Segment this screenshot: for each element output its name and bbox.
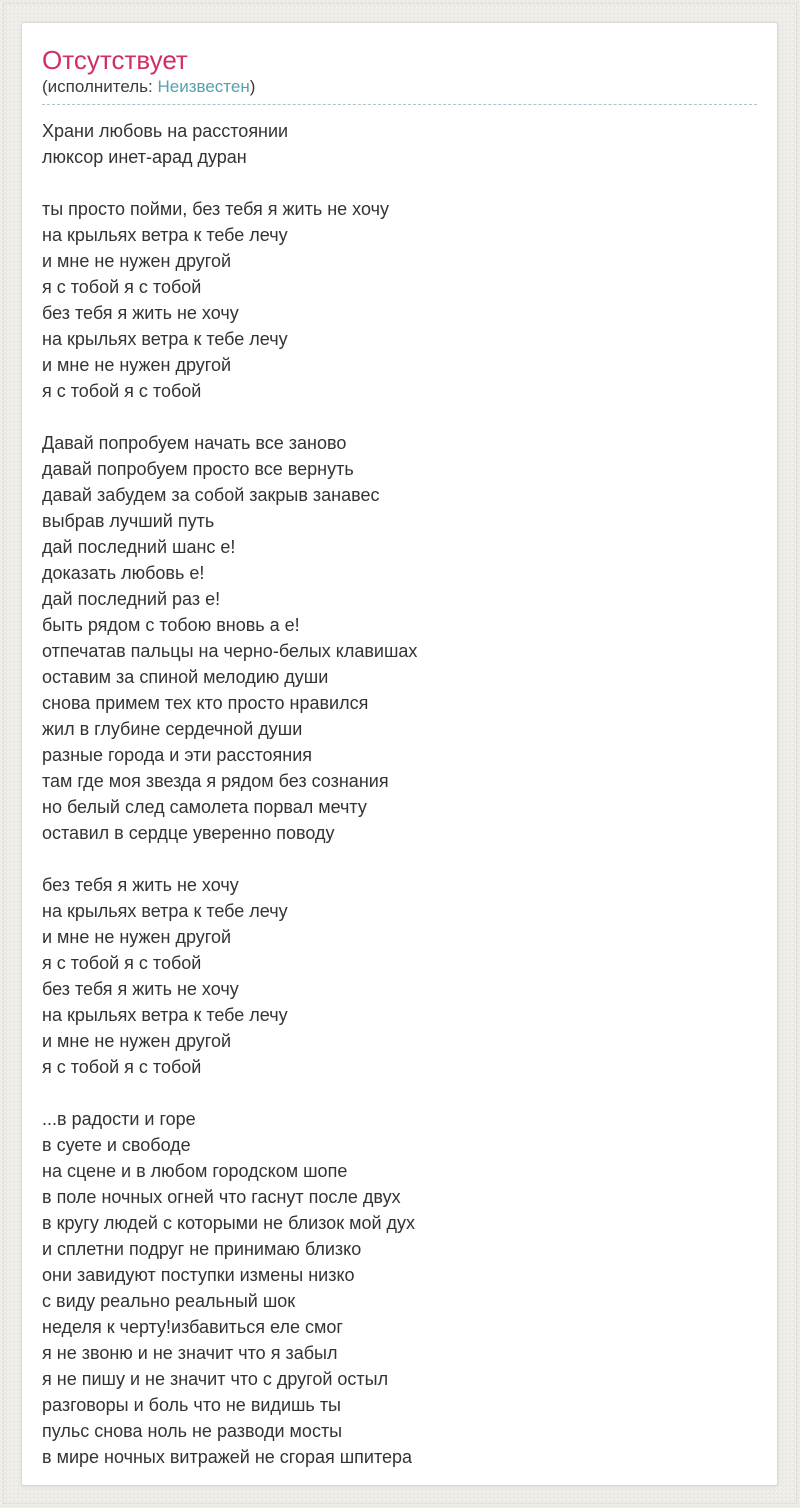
lyric-line: выбрав лучший путь — [42, 511, 215, 531]
lyric-line: Храни любовь на расстоянии — [42, 121, 289, 141]
lyric-line: я не звоню и не значит что я забыл — [42, 1343, 338, 1363]
lyric-line: и мне не нужен другой — [42, 251, 232, 271]
lyric-line: дай последний раз е! — [42, 589, 221, 609]
lyric-line: я не пишу и не значит что с другой остыл — [42, 1369, 389, 1389]
lyric-line: на крыльях ветра к тебе лечу — [42, 901, 288, 921]
lyric-line: давай забудем за собой закрыв занавес — [42, 485, 380, 505]
lyrics-text — [42, 118, 757, 1470]
lyric-line: на крыльях ветра к тебе лечу — [42, 329, 288, 349]
lyric-line: разные города и эти расстояния — [42, 745, 312, 765]
lyric-line: ...в радости и горе — [42, 1109, 196, 1129]
lyric-line: разговоры и боль что не видишь ты — [42, 1395, 341, 1415]
lyric-line: в поле ночных огней что гаснут после двух — [42, 1187, 401, 1207]
lyric-line: давай попробуем просто все вернуть — [42, 459, 354, 479]
lyric-line: я с тобой я с тобой — [42, 277, 202, 297]
lyric-line: без тебя я жить не хочу — [42, 303, 239, 323]
lyrics-stanza — [42, 118, 757, 170]
lyric-line: в суете и свободе — [42, 1135, 191, 1155]
lyric-line: жил в глубине сердечной души — [42, 719, 303, 739]
lyric-line: с виду реально реальный шок — [42, 1291, 296, 1311]
song-header — [42, 46, 757, 105]
artist-link[interactable]: Неизвестен — [157, 77, 250, 96]
lyric-line: я с тобой я с тобой — [42, 953, 202, 973]
lyric-line: оставим за спиной мелодию души — [42, 667, 329, 687]
lyric-line: на крыльях ветра к тебе лечу — [42, 225, 288, 245]
lyric-line: там где моя звезда я рядом без сознания — [42, 771, 389, 791]
lyrics-card — [21, 22, 778, 1486]
lyric-line: но белый след самолета порвал мечту — [42, 797, 367, 817]
lyric-line: без тебя я жить не хочу — [42, 875, 239, 895]
lyrics-stanza — [42, 430, 757, 846]
lyric-line: и сплетни подруг не принимаю близко — [42, 1239, 362, 1259]
lyric-line: без тебя я жить не хочу — [42, 979, 239, 999]
lyric-line: и мне не нужен другой — [42, 1031, 232, 1051]
lyric-line: на сцене и в любом городском шопе — [42, 1161, 348, 1181]
lyric-line: отпечатав пальцы на черно-белых клавишах — [42, 641, 418, 661]
lyric-line: Давай попробуем начать все заново — [42, 433, 347, 453]
lyrics-stanza — [42, 872, 757, 1080]
lyric-line: доказать любовь е! — [42, 563, 205, 583]
lyric-line: неделя к черту!избавиться еле смог — [42, 1317, 343, 1337]
lyric-line: снова примем тех кто просто нравился — [42, 693, 369, 713]
lyric-line: пульс снова ноль не разводи мосты — [42, 1421, 343, 1441]
lyric-line: в кругу людей с которыми не близок мой дух — [42, 1213, 416, 1233]
lyric-line: и мне не нужен другой — [42, 355, 232, 375]
lyric-line: на крыльях ветра к тебе лечу — [42, 1005, 288, 1025]
lyric-line: быть рядом с тобою вновь а е! — [42, 615, 300, 635]
lyric-line: в мире ночных витражей не сгорая шпитера — [42, 1447, 413, 1467]
lyrics-stanza — [42, 1106, 757, 1470]
lyric-line: оставил в сердце уверенно поводу — [42, 823, 335, 843]
artist-label-close: ) — [249, 77, 256, 96]
artist-label: (исполнитель: — [42, 77, 158, 96]
lyric-line: и мне не нужен другой — [42, 927, 232, 947]
artist-line — [42, 77, 757, 97]
page-title: Отсутствует — [42, 45, 188, 75]
lyric-line: они завидуют поступки измены низко — [42, 1265, 355, 1285]
lyric-line: я с тобой я с тобой — [42, 381, 202, 401]
lyric-line: люксор инет-арад дуран — [42, 147, 247, 167]
lyric-line: я с тобой я с тобой — [42, 1057, 202, 1077]
lyric-line: дай последний шанс е! — [42, 537, 236, 557]
lyric-line: ты просто пойми, без тебя я жить не хочу — [42, 199, 389, 219]
lyrics-stanza — [42, 196, 757, 404]
